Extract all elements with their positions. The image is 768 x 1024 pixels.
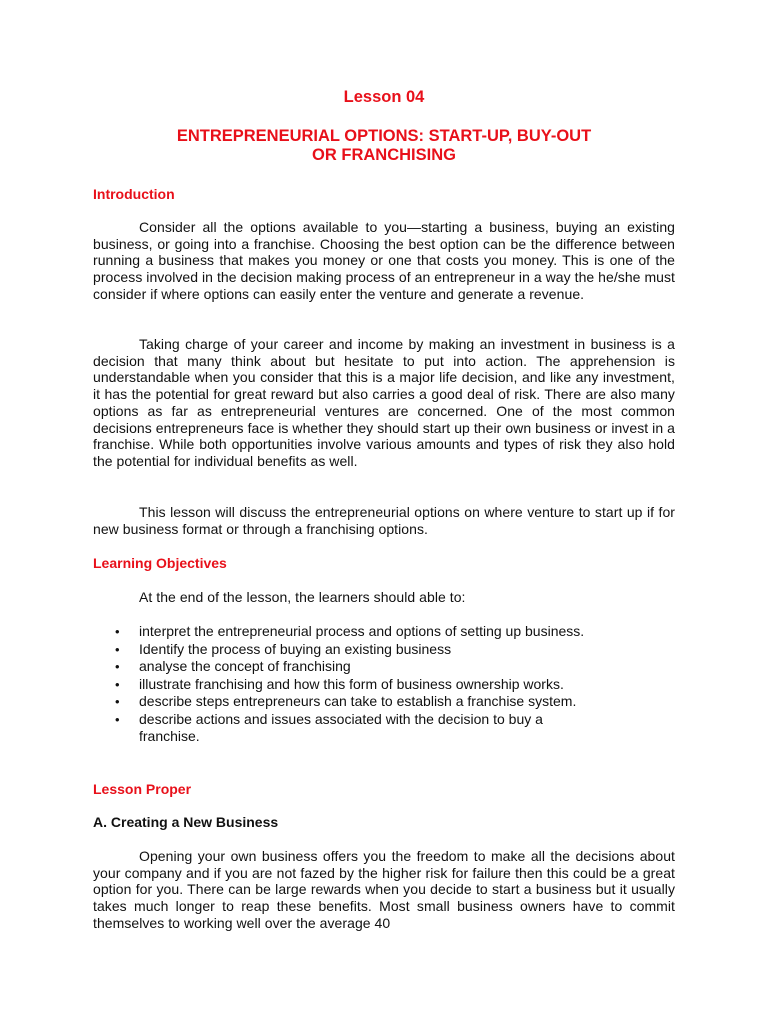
objective-text: illustrate franchising and how this form of business ownership works. — [139, 675, 564, 692]
objective-text: Identify the process of buying an existing business — [139, 640, 452, 657]
bullet-icon: • — [115, 676, 120, 692]
bullet-icon: • — [115, 641, 120, 657]
objective-text: interpret the entrepreneurial process and options of setting up business. — [139, 623, 585, 639]
bullet-icon: • — [115, 624, 120, 639]
introduction-paragraph-2: Taking charge of your career and income by making an investment in business is a decision that many think about but hesitate to put into action. The apprehension is understandable when you consider that this is a major life decision, and like any investment, it has the potential for great reward but also carries a good deal of risk. There are also many options as far as entrepreneurial ventures are concerned. One of the most common decisions entrepreneurs face is whether they should start up their own business or invest in a franchise. While both opportunities involve various amounts and types of risk they also hold the potential for individual benefits as well. — [93, 336, 675, 469]
objective-item-4 — [93, 676, 609, 694]
section-a-paragraph: Opening your own business offers you the freedom to make all the decisions about your company and if you are not fazed by the higher risk for failure then this could be a great option for you. There can be large rewards when you decide to start a business but it usually takes much longer to reap these benefits. Most small business owners have to commit themselves to working well over the average 40 — [93, 848, 675, 931]
objective-item-6 — [93, 711, 579, 746]
lesson-number: Lesson 04 — [343, 88, 425, 106]
objective-text: describe actions and issues associated with the decision to buy a franchise. — [139, 710, 543, 744]
objective-text: analyse the concept of franchising — [139, 658, 351, 674]
objective-item-3 — [93, 658, 609, 676]
section-a-heading: A. Creating a New Business — [93, 814, 279, 830]
lesson-proper-heading: Lesson Proper — [93, 781, 192, 797]
bullet-icon: • — [115, 659, 120, 674]
introduction-paragraph-3: This lesson will discuss the entrepreneurial options on where venture to start up if for new business format or through a franchising options. — [93, 504, 675, 537]
objectives-intro: At the end of the lesson, the learners should able to: — [139, 589, 466, 605]
objective-item-1 — [93, 623, 609, 641]
introduction-paragraph-1: Consider all the options available to you—starting a business, buying an existing business, or going into a franchise. Choosing the best option can be the difference between running a business that makes you money or one that costs you money. This is one of the process involved in the decision making process of an entrepreneur in a way the he/she must consider if where options can easily enter the venture and generate a revenue. — [93, 219, 675, 302]
lesson-title — [93, 127, 675, 165]
introduction-heading: Introduction — [93, 186, 175, 202]
lesson-title-line-2: OR FRANCHISING — [312, 146, 456, 164]
bullet-icon: • — [115, 711, 120, 727]
objectives-list — [93, 623, 675, 746]
objectives-heading: Learning Objectives — [93, 555, 227, 571]
objective-item-2 — [93, 641, 609, 659]
objective-text: describe steps entrepreneurs can take to establish a franchise system. — [139, 693, 577, 709]
bullet-icon: • — [115, 694, 120, 709]
objective-item-5 — [93, 693, 609, 711]
lesson-title-line-1: ENTREPRENEURIAL OPTIONS: START-UP, BUY-OUT — [176, 127, 592, 145]
